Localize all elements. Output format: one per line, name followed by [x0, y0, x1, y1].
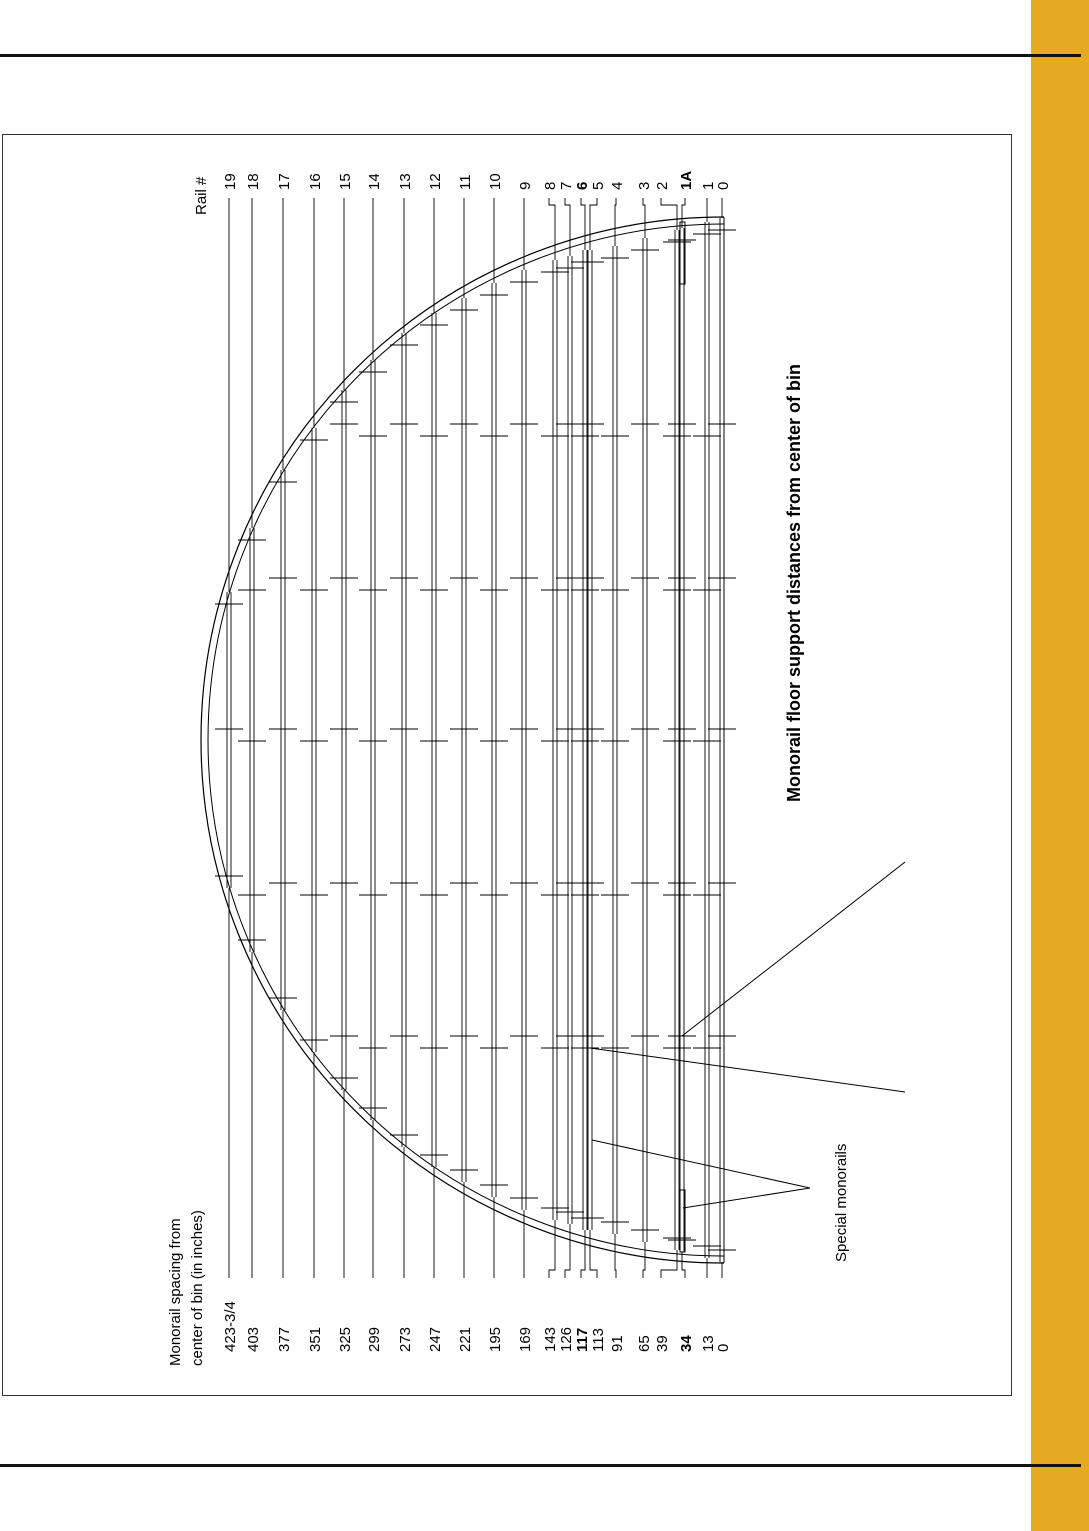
special-leader-line [592, 1140, 810, 1188]
rail-number-label: 15 [337, 173, 354, 190]
rail-number-label: 17 [276, 173, 293, 190]
rail-tick-top [590, 198, 597, 250]
rail-spacing-label: 113 [590, 1328, 607, 1352]
rail-number-label: 1A [678, 170, 695, 190]
spacing-tick [549, 1220, 555, 1278]
spacing-tick [615, 1234, 616, 1278]
rail-number-label: 16 [307, 173, 324, 190]
rail-spacing-label: 273 [397, 1326, 414, 1352]
rail-spacing-label: 247 [427, 1326, 444, 1352]
rail-spacing-label: 126 [558, 1326, 575, 1352]
rail-spacing-label: 299 [366, 1326, 383, 1352]
rail-spacing-label: 143 [542, 1326, 559, 1352]
rail-number-label: 14 [366, 173, 383, 190]
rail-spacing-label: 325 [337, 1326, 354, 1352]
special-leader-line [683, 1188, 810, 1208]
rail-header: Rail # [193, 176, 210, 215]
rail-tick-top [581, 198, 585, 250]
rail-number-label: 3 [636, 181, 653, 190]
rail-spacing-label: 13 [700, 1335, 717, 1352]
rail-spacing-label: 195 [487, 1326, 504, 1352]
spacing-tick [661, 1250, 677, 1278]
rail-number-label: 11 [457, 174, 474, 190]
rail-spacing-label: 65 [636, 1335, 653, 1352]
rail-number-label: 5 [590, 181, 607, 190]
rail-number-label: 18 [245, 173, 262, 190]
rail-number-label: 10 [487, 173, 504, 190]
rail-spacing-label: 403 [245, 1326, 262, 1352]
rail-number-label: 19 [222, 173, 239, 190]
rail-spacing-label: 91 [609, 1335, 626, 1352]
spacing-tick [682, 1252, 685, 1278]
diagram-title: Monorail floor support distances from center of bin [784, 363, 804, 802]
rail-number-label: 9 [517, 181, 534, 190]
rail-tick-top [661, 198, 677, 230]
rail-number-label: 13 [397, 173, 414, 190]
rail-tick-top [615, 198, 616, 246]
spacing-tick [590, 1230, 597, 1278]
rail-marks [222, 171, 732, 1352]
special-monorails-label: Special monorails [833, 1143, 850, 1262]
rail-number-label: 0 [715, 181, 732, 190]
spacing-caption-line2: center of bin (in inches) [189, 1210, 206, 1366]
bin-wall-outer [201, 217, 724, 1263]
spacing-caption-line1: Monorail spacing from [167, 1218, 184, 1366]
rail-number-label: 4 [609, 181, 626, 190]
rail-spacing-label: 34 [678, 1335, 695, 1352]
rail-spacing-label: 117 [574, 1327, 591, 1352]
rail-number-label: 2 [654, 181, 671, 190]
leader-line [682, 862, 905, 1036]
spacing-tick [643, 1242, 645, 1278]
rail-tick-top [549, 198, 555, 260]
rail-number-label: 8 [542, 181, 559, 190]
rail-number-label: 6 [574, 181, 591, 190]
rail-spacing-label: 423-3/4 [222, 1301, 239, 1352]
rail-spacing-label: 0 [715, 1343, 732, 1352]
rail-spacing-label: 39 [654, 1335, 671, 1352]
rail-tick-top [643, 198, 645, 238]
rail-number-label: 1 [700, 181, 717, 190]
rail-number-label: 7 [558, 181, 575, 190]
rail-spacing-label: 221 [457, 1326, 474, 1352]
rail-spacing-label: 169 [517, 1326, 534, 1352]
leader-line [590, 1048, 905, 1092]
rail-number-label: 12 [427, 173, 444, 190]
rail-spacing-label: 377 [276, 1326, 293, 1352]
rail-spacing-label: 351 [307, 1326, 324, 1352]
